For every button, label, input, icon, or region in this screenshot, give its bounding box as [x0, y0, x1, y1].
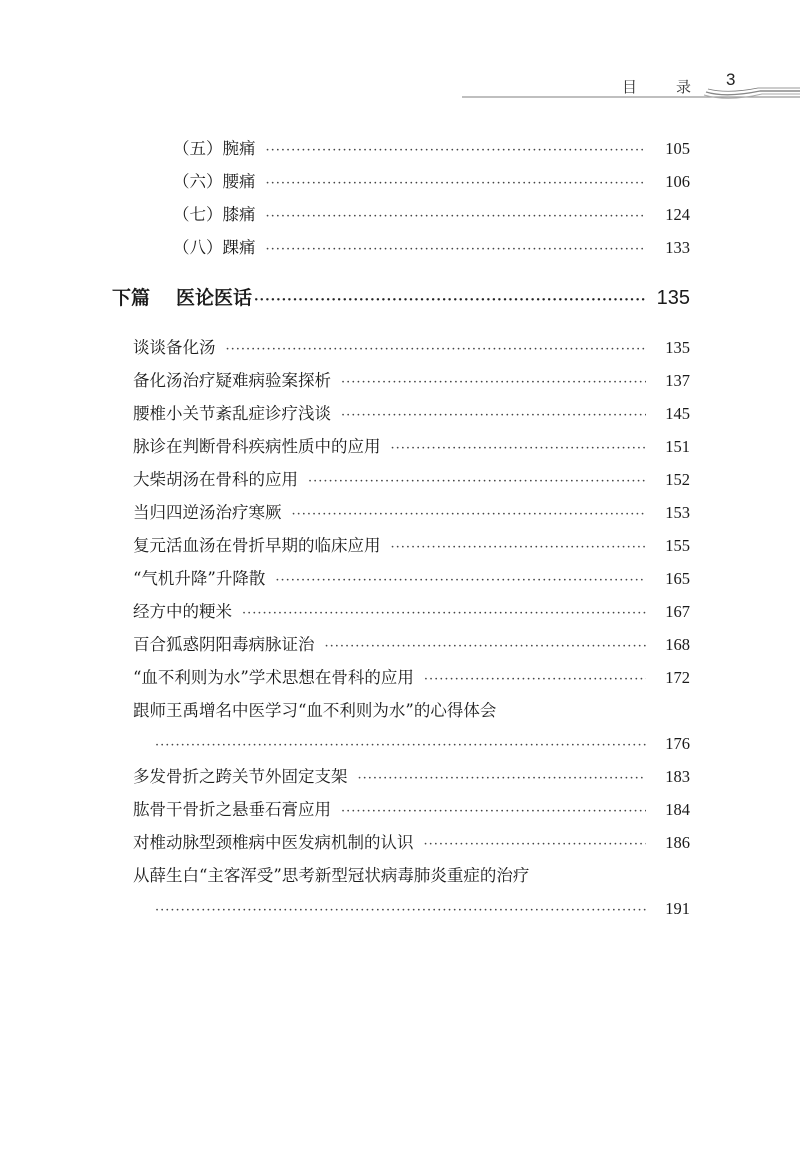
toc-entry-title: （六）腰痛 [173, 172, 256, 191]
dot-leader [424, 669, 646, 691]
toc-entry-title: 腰椎小关节紊乱症诊疗浅谈 [133, 404, 331, 423]
toc-entry-title: 经方中的粳米 [133, 602, 232, 621]
toc-part-heading[interactable] [112, 287, 690, 312]
dot-leader [341, 372, 646, 394]
toc-entry-page: 145 [665, 404, 690, 423]
toc-entry[interactable] [133, 832, 690, 856]
toc-entry[interactable] [155, 898, 690, 922]
dot-leader [155, 735, 646, 757]
toc-entry-title: 多发骨折之跨关节外固定支架 [133, 767, 348, 786]
toc-entry-page: 172 [665, 668, 690, 687]
toc-entry-page: 152 [665, 470, 690, 489]
toc-entry-page: 106 [665, 172, 690, 191]
dot-leader [226, 339, 647, 361]
toc-entry-title: 备化汤治疗疑难病验案探析 [133, 371, 331, 390]
toc-entry-title[interactable]: 跟师王禹增名中医学习“血不利则为水”的心得体会 [133, 701, 497, 720]
part-page: 135 [656, 287, 690, 309]
toc-entry-title: 当归四逆汤治疗寒厥 [133, 503, 282, 522]
header-rule [0, 0, 800, 110]
toc-entry-title: （五）腕痛 [173, 139, 256, 158]
dot-leader [155, 900, 646, 922]
toc-entry-page: 105 [665, 139, 690, 158]
toc-entry-title: 大柴胡汤在骨科的应用 [133, 470, 298, 489]
toc-entry-title: 复元活血汤在骨折早期的临床应用 [133, 536, 381, 555]
toc-entry[interactable] [133, 535, 690, 559]
dot-leader [275, 570, 646, 592]
part-heading-text [112, 287, 252, 309]
toc-entry-page: 135 [665, 338, 690, 357]
toc-entry-page: 153 [665, 503, 690, 522]
toc-entry[interactable] [133, 601, 690, 625]
header-section-label-2: 录 [676, 78, 692, 96]
toc-entry-page: 186 [665, 833, 690, 852]
dot-leader [391, 537, 647, 559]
toc-entry-page: 165 [665, 569, 690, 588]
toc-entry-page: 137 [665, 371, 690, 390]
toc-entry[interactable] [133, 337, 690, 361]
toc-entry-page: 133 [665, 238, 690, 257]
dot-leader [242, 603, 646, 625]
toc-entry-title: 肱骨干骨折之悬垂石膏应用 [133, 800, 331, 819]
toc-entry[interactable] [133, 568, 690, 592]
toc-entry[interactable] [133, 667, 690, 691]
dot-leader [266, 206, 647, 228]
toc-entry-page: 184 [665, 800, 690, 819]
header-section-label-1: 目 [622, 78, 638, 96]
toc-entry-title: 对椎动脉型颈椎病中医发病机制的认识 [133, 833, 414, 852]
toc-entry-title: （八）踝痛 [173, 238, 256, 257]
page-header [0, 0, 800, 110]
toc-entry-title: 百合狐惑阴阳毒病脉证治 [133, 635, 315, 654]
dot-leader [341, 405, 646, 427]
dot-leader [292, 504, 647, 526]
toc-entry[interactable] [133, 436, 690, 460]
toc-entry[interactable] [173, 138, 690, 162]
toc-entry-page: 155 [665, 536, 690, 555]
dot-leader [308, 471, 646, 493]
toc-entry[interactable] [155, 733, 690, 757]
part-label: 下篇 [112, 287, 151, 309]
toc-entry-page: 183 [665, 767, 690, 786]
toc-entry[interactable] [173, 204, 690, 228]
toc-entry-title[interactable]: 从薛生白“主客浑受”思考新型冠状病毒肺炎重症的治疗 [133, 866, 530, 885]
dot-leader [266, 140, 647, 162]
toc-entry[interactable] [133, 766, 690, 790]
toc-entry[interactable] [133, 469, 690, 493]
toc-entry-page: 176 [665, 734, 690, 753]
toc-entry-page: 167 [665, 602, 690, 621]
toc-entry-page: 151 [665, 437, 690, 456]
toc-entry-page: 124 [665, 205, 690, 224]
toc-entry-page: 191 [665, 899, 690, 918]
header-page-number: 3 [726, 70, 736, 89]
dot-leader [325, 636, 647, 658]
toc-entry[interactable] [133, 370, 690, 394]
toc-entry-title: 脉诊在判断骨科疾病性质中的应用 [133, 437, 381, 456]
dot-leader [341, 801, 646, 823]
dot-leader [358, 768, 647, 790]
part-title: 医论医话 [176, 287, 253, 309]
dot-leader [424, 834, 647, 856]
toc-entry[interactable] [133, 799, 690, 823]
dot-leader [266, 173, 647, 195]
toc-entry-title: “血不利则为水”学术思想在骨科的应用 [133, 668, 414, 687]
toc-entry[interactable] [173, 171, 690, 195]
toc-entry-title: 谈谈备化汤 [133, 338, 216, 357]
dot-leader [391, 438, 647, 460]
toc-entry[interactable] [133, 634, 690, 658]
toc-entry-page: 168 [665, 635, 690, 654]
toc-entry-title: “气机升降”升降散 [133, 569, 266, 588]
dot-leader [266, 239, 647, 261]
toc-entry[interactable] [133, 502, 690, 526]
toc-entry[interactable] [133, 403, 690, 427]
toc-entry-title: （七）膝痛 [173, 205, 256, 224]
dot-leader [254, 290, 646, 312]
toc-entry[interactable] [173, 237, 690, 261]
